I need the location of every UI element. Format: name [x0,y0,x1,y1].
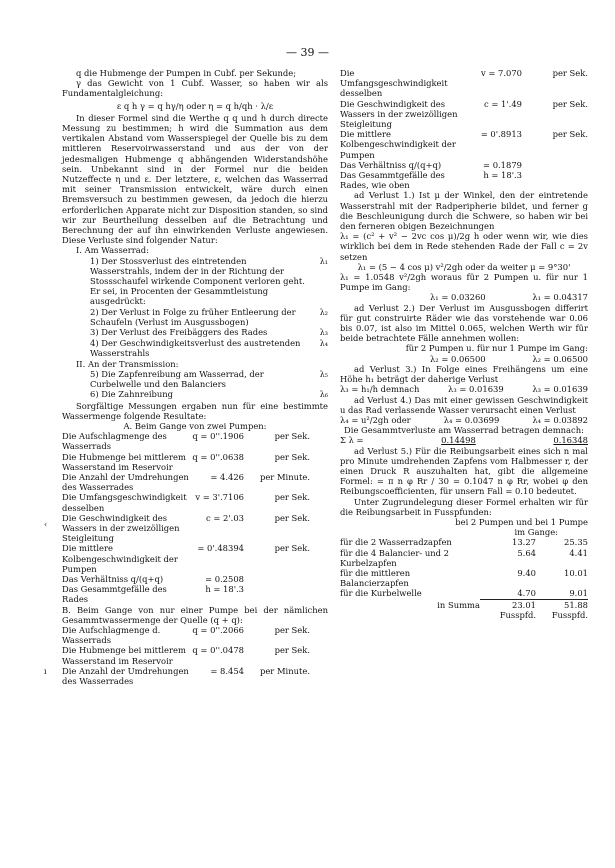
loss-item: 4) Der Geschwindigkeitsverlust des austretenden Wasserstrahls λ₄ [90,338,328,359]
paragraph: ad Verlust 2.) Der Verlust im Ausgussbogen differirt für gut construirte Räder wie das vorstehende war 0.06 bis 0.07, ist also im Mittel 0.065, welchen Werth wir für beide betrachtete Fälle annehmen wollen: [340,302,588,344]
loss-item: 1) Der Stossverlust des eintretenden Wasserstrahls, indem der in der Richtung der Stossschaufel wirkende Component verloren geht. Er sei, in Procenten der Gesammtleistung ausgedrückt: λ₁ [90,255,328,307]
formula: λ₁ = (5 − 4 cos μ) v²/2gh oder da weiter μ = 9°30' [357,261,571,272]
paragraph: γ das Gewicht von 1 Cubf. Wasser, so haben wir als Fundamentalgleichung: [62,78,328,99]
result-row: Die Anzahl der Umdrehungen des Wasserrades = 4.426 per Minute. [62,471,310,493]
table-sum-row: in Summa 23.01 Fusspfd. 51.88 Fusspfd. [437,599,588,620]
loss-item: 6) Die Zahnreibung λ₆ [90,389,328,400]
result-row: Die Aufschlagmenge d. Wasserrads q = 0''.2066 per Sek. [62,624,310,646]
result-row: Die Hubmenge bei mittlerem Wasserstand im Reservoir q = 0''.0478 per Sek. [62,645,310,666]
paragraph: Unter Zugrundelegung dieser Formel erhalten wir für die Reibungsarbeit in Fusspfunden: [340,496,588,517]
result-row: Die Umfangsgeschwindigkeit desselben v = 3'.7106 per Sek. [62,492,310,513]
page-number: — 39 — [286,46,329,59]
result-row: Die Geschwindigkeit des Wassers in der zweizölligen Steigleitung c = 1'.49 per Sek. [340,98,588,130]
table-row: für die Kurbelwelle 4.70 9.01 [340,588,588,599]
margin-mark: ‹ [44,520,48,529]
loss-item: 2) Der Verlust in Folge zu früher Entleerung der Schaufeln (Verlust im Ausgussbogen) λ₂ [90,306,328,327]
formula: λ₁ = 1.0548 v²/2gh woraus für 2 Pumpen u. für nur 1 Pumpe im Gang: [340,272,588,293]
result-row: Die mittlere Kolbengeschwindigkeit der Pumpen = 0'.8913 per Sek. [340,129,588,160]
value-row: λ₂ = 0.06500 λ₂ = 0.06500 [430,353,588,364]
paragraph: Sorgfältige Messungen ergaben nun für eine bestimmte Wassermenge folgende Resultate: [62,400,328,421]
margin-mark: ı [44,667,47,676]
result-row: Das Verhältniss q/(q+q) = 0.1879 [340,159,522,170]
column-head: im Gange: [514,527,558,538]
loss-item: 5) Die Zapfenreibung am Wasserrad, der Curbelwelle und den Balanciers λ₅ [90,368,328,390]
paragraph: ad Verlust 5.) Für die Reibungsarbeit eines sich n mal pro Minute umdrehenden Zapfens vom Halbmesser r, der einen Druck R auszuhalten hat, gibt die allgemeine Formel: = π n φ Rr / 30 = 0.1047 n φ Rr, wobei φ den Reibungscoefficienten, für unsern Fall = 0.10 bedeutet. [340,445,588,497]
paragraph: ad Verlust 4.) Das mit einer gewissen Geschwindigkeit u das Rad verlassende Wasser verursacht einen Verlust [340,394,588,415]
formula: λ₁ = (c² + v² − 2vc cos μ)/2g h oder wenn wir, wie dies wirklich bei dem in Rede stehenden Rade der Fall c = 2v setzen [340,231,588,262]
result-row: Die Hubmenge bei mittlerem Wasserstand im Reservoir q = 0''.0638 per Sek. [62,451,310,472]
result-row: Die mittlere Kolbengeschwindigkeit der Pumpen = 0'.48394 per Sek. [62,543,310,574]
value-row: λ₄ = u²/2gh oder λ₄ = 0.03699 λ₄ = 0.03892 [340,414,588,425]
column-head: für 2 Pumpen u. für nur 1 Pumpe im Gang: [405,343,588,354]
paragraph: Die Gesammtverluste am Wasserrad betragen demnach: [344,425,584,436]
table-row: für die 4 Balancier- und 2 Kurbelzapfen 5.64 4.41 [340,547,588,568]
result-row: Das Verhältniss q/(q+q) = 0.2508 [62,573,244,584]
table-row: für die mittleren Balancierzapfen 9.40 10.01 [340,567,588,589]
loss-item: 3) Der Verlust des Freibäggers des Rades λ₃ [90,327,328,338]
result-row: Das Gesammtgefälle des Rades, wie oben h = 18'.3 [340,170,522,191]
paragraph: ad Verlust 1.) Ist μ der Winkel, den der eintretende Wasserstrahl mit der Radperipherie bildet, und ferner g die Beschleunigung durch die Schwere, so haben wir bei den ferneren obigen Bezeichnungen [340,190,588,232]
result-row: Die Umfangsgeschwindigkeit desselben v = 7.070 per Sek. [340,68,588,99]
section-heading: I. Am Wasserrad: [76,245,149,256]
right-column [340,68,588,620]
case-heading: B. Beim Gange von nur einer Pumpe bei der nämlichen Gesammtwassermenge der Quelle (q + q): [62,604,328,625]
total-row: Σ λ = 0.14498 0.16348 [340,435,588,446]
result-row: Die Aufschlagmenge des Wasserrads q = 0''.1906 per Sek. [62,431,310,452]
left-column [62,68,328,686]
paragraph: ad Verlust 3.) In Folge eines Freihängens um eine Höhe h₁ beträgt der daherige Verlust [340,363,588,385]
value-row: λ₁ = 0.03260 λ₁ = 0.04317 [430,292,588,303]
result-row: Die Anzahl der Umdrehungen des Wasserrades = 8.454 per Minute. [62,665,310,686]
result-row: Die Geschwindigkeit des Wassers in der zweizölligen Steigleitung c = 2'.03 per Sek. [62,512,310,544]
value-row: λ₃ = h₁/h demnach λ₃ = 0.01639 λ₃ = 0.01639 [340,384,588,395]
result-row: Das Gesammtgefälle des Rades h = 18'.3 [62,584,244,605]
case-heading: A. Beim Gange von zwei Pumpen: [123,420,267,431]
section-heading: II. An der Transmission: [76,358,179,369]
paragraph: In dieser Formel sind die Werthe q q und h durch directe Messung zu bestimmen; h wird die Summation aus dem vertikalen Abstand vom Wasserspiegel der Quelle bis zu dem mittleren Reservoirwasserstand und aus der von der jedesmaligen Hubmenge q abhängenden Widerstandshöhe sein. Unbekannt sind in der Formel nur die beiden Nutzeffecte η und ε. Der letztere, ε, welchen das Wasserrad mit seiner Transmission entwickelt, wäre durch einen Bremsversuch zu bestimmen gewesen, da jedoch die hierzu erforderlichen Apparate nicht zur Disposition standen, so sind wir zur Beurtheilung desselben auf die Betrachtung und Berechnung der auf ihn einwirkenden Verluste angewiesen. Diese Verluste sind folgender Natur: [62,112,328,246]
formula: ε q h γ = q hγ/η oder η = q h/qh · λ/ε [116,100,274,111]
table-row: für die 2 Wasserradzapfen 13.27 25.35 [340,537,588,548]
paragraph: q die Hubmenge der Pumpen in Cubf. per Sekunde; [76,68,297,78]
column-head: bei 2 Pumpen und bei 1 Pumpe [455,516,588,527]
